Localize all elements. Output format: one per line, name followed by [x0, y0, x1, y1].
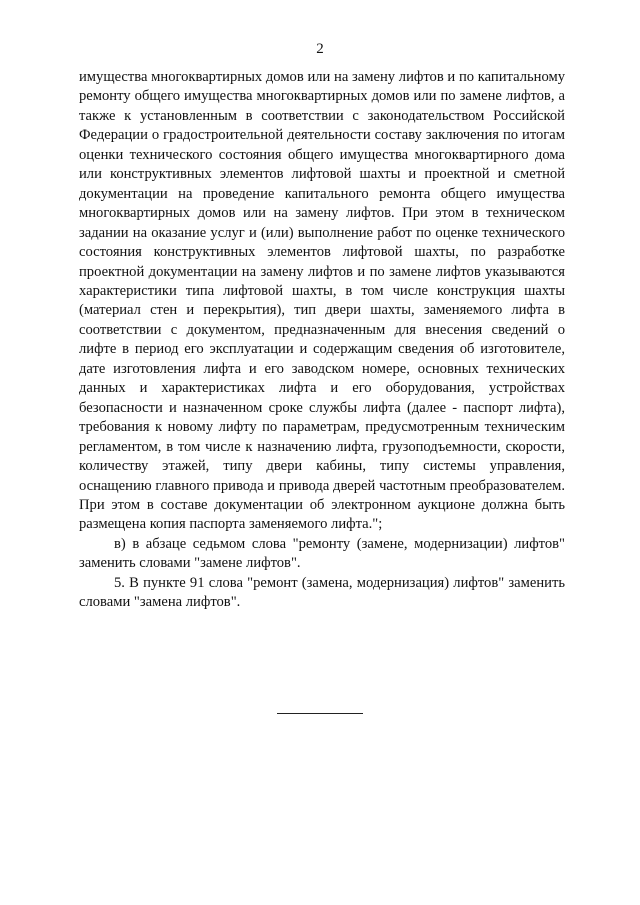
paragraph-item-v: в) в абзаце седьмом слова "ремонту (замене, модернизации) лифтов" заменить словами "замене лифтов".	[79, 535, 565, 572]
paragraph-item-5: 5. В пункте 91 слова "ремонт (замена, модернизация) лифтов" заменить словами "замена лифтов".	[79, 574, 565, 611]
end-of-document-rule	[277, 713, 363, 714]
page-number: 2	[316, 41, 324, 57]
paragraph-continuation: имущества многоквартирных домов или на замену лифтов и по капитальному ремонту общего имущества многоквартирных домов или по замене лифтов, а также к установленным в соответствии с законодательством Российской Федерации о градостроительной деятельности составу заключения по итогам оценки технического состояния общего имущества многоквартирного дома или конструктивных элементов лифтовой шахты и проектной и сметной документации на проведение капитального ремонта общего имущества многоквартирных домов или на замену лифтов. При этом в техническом задании на оказание услуг и (или) выполнение работ по оценке технического состояния конструктивных элементов лифтовой шахты, по разработке проектной документации на замену лифтов и по замене лифтов указываются характеристики типа лифтовой шахты, в том числе конструкция шахты (материал стен и перекрытия), тип двери шахты, заменяемого лифта в соответствии с документом, предназначенным для внесения сведений о лифте в период его эксплуатации и содержащим сведения об изготовителе, дате изготовления лифта и его заводском номере, основных технических данных и характеристиках лифта и его оборудования, устройствах безопасности и назначенном сроке службы лифта (далее - паспорт лифта), требования к новому лифту по параметрам, предусмотренным техническим регламентом, в том числе к назначению лифта, грузоподъемности, скорости, количеству этажей, типу двери кабины, типу системы управления, оснащению главного привода и привода дверей частотным преобразователем. При этом в составе документации об электронном аукционе должна быть размещена копия паспорта заменяемого лифта.";	[79, 69, 565, 533]
document-body	[79, 68, 565, 613]
